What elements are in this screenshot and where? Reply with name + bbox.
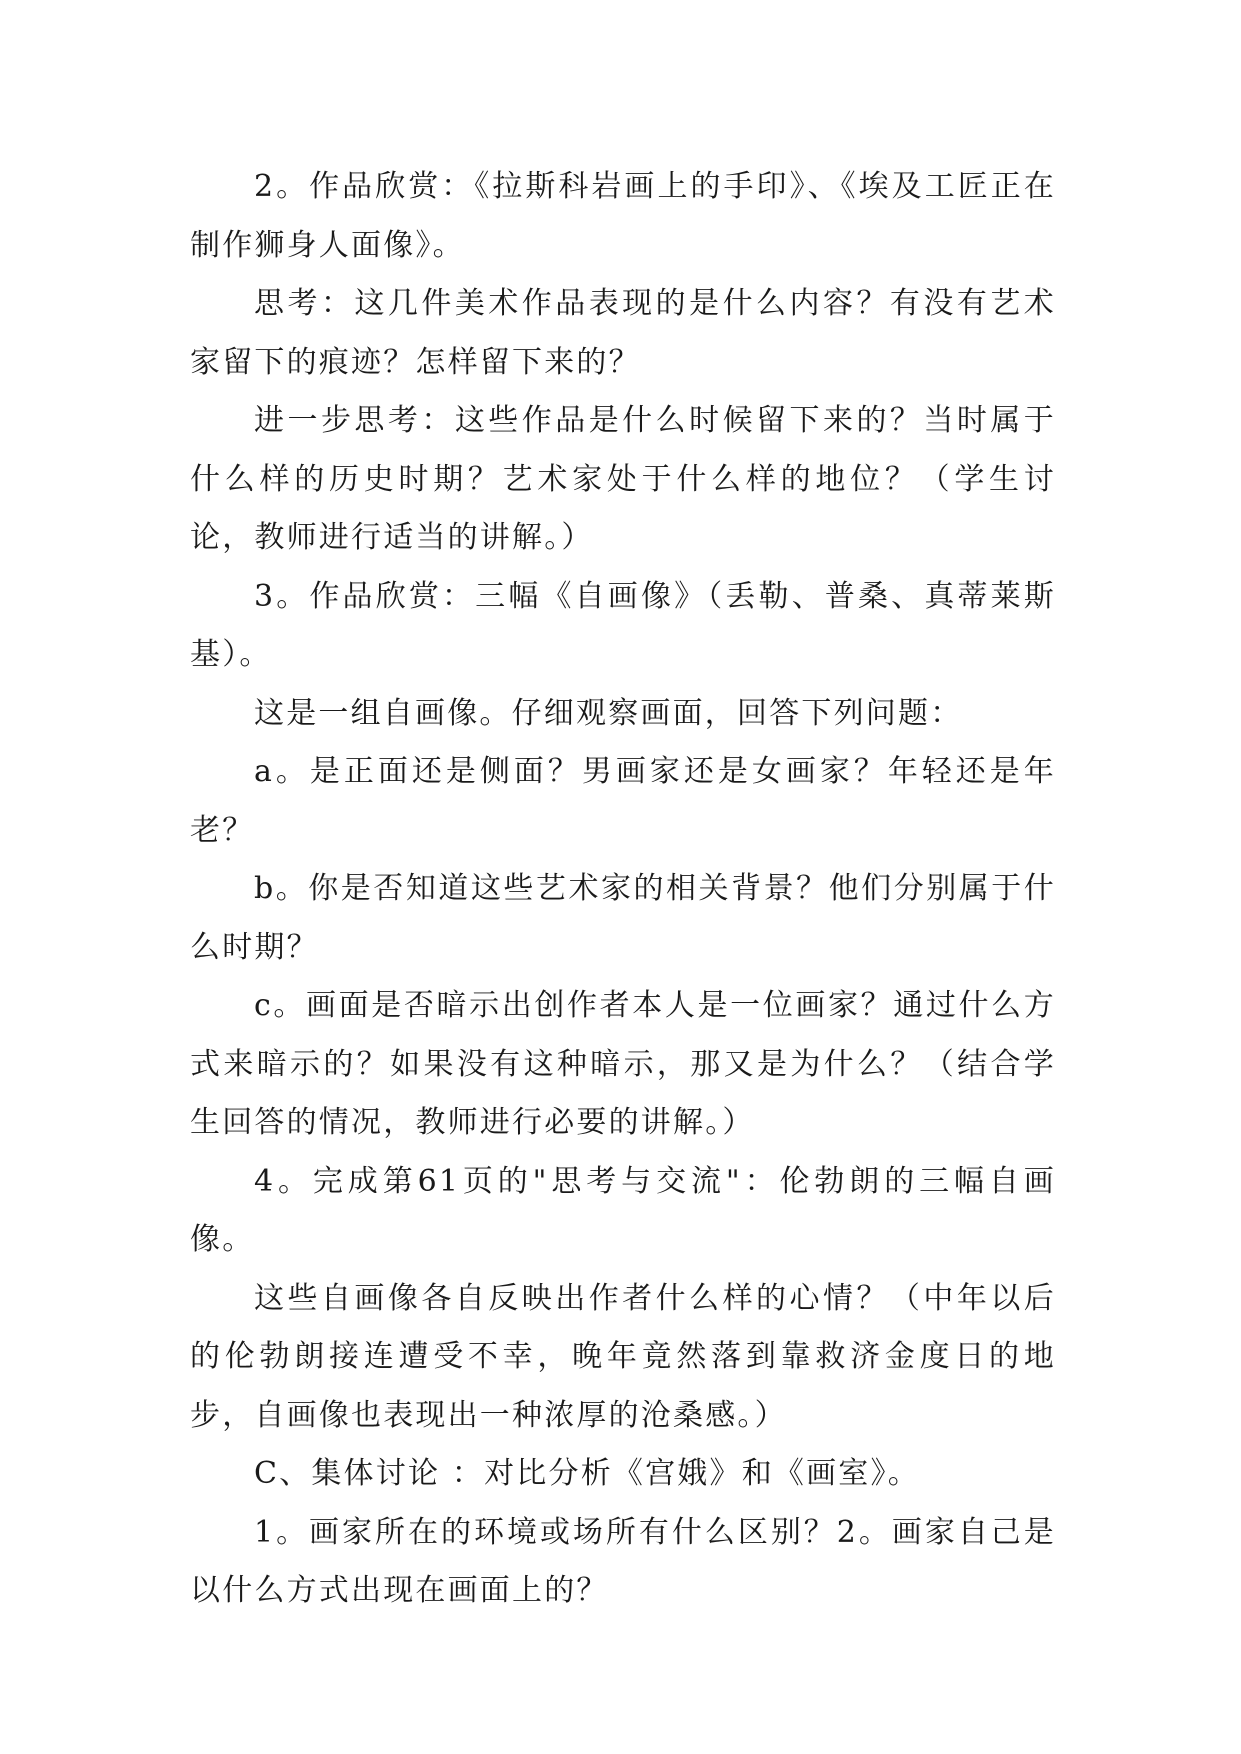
paragraph-thinking: 思考：这几件美术作品表现的是什么内容？有没有艺术家留下的痕迹？怎样留下来的？ [190,286,1056,380]
paragraph-question-a: a。是正面还是侧面？男画家还是女画家？年轻还是年老？ [190,754,1056,848]
paragraph-discussion-questions: 1。画家所在的环境或场所有什么区别？2。画家自己是以什么方式出现在画面上的？ [190,1514,1056,1608]
paragraph-self-portraits-intro: 这是一组自画像。仔细观察画面，回答下列问题： [254,695,963,731]
paragraph-further-thinking: 进一步思考：这些作品是什么时候留下来的？当时属于什么样的历史时期？艺术家处于什么样的地位？（学生讨论，教师进行适当的讲解。） [190,403,1056,555]
paragraph-group-discussion: C、集体讨论 ：对比分析《宫娥》和《画室》。 [254,1456,920,1491]
paragraph-rembrandt-mood: 这些自画像各自反映出作者什么样的心情？（中年以后的伦勃朗接连遭受不幸，晚年竟然落到靠救济金度日的地步，自画像也表现出一种浓厚的沧桑感。） [190,1280,1056,1433]
document-body [190,158,1056,1621]
paragraph-artwork-3: 3。作品欣赏：三幅《自画像》（丢勒、普桑、真蒂莱斯基）。 [190,578,1056,672]
paragraph-artwork-2: 2。作品欣赏：《拉斯科岩画上的手印》、《埃及工匠正在制作狮身人面像》。 [190,169,1056,263]
paragraph-task-4: 4。完成第61页的"思考与交流"：伦勃朗的三幅自画像。 [190,1163,1056,1257]
paragraph-question-b: b。你是否知道这些艺术家的相关背景？他们分别属于什么时期？ [190,871,1056,965]
paragraph-question-c: c。画面是否暗示出创作者本人是一位画家？通过什么方式来暗示的？如果没有这种暗示，那又是为什么？（结合学生回答的情况，教师进行必要的讲解。） [190,988,1056,1140]
